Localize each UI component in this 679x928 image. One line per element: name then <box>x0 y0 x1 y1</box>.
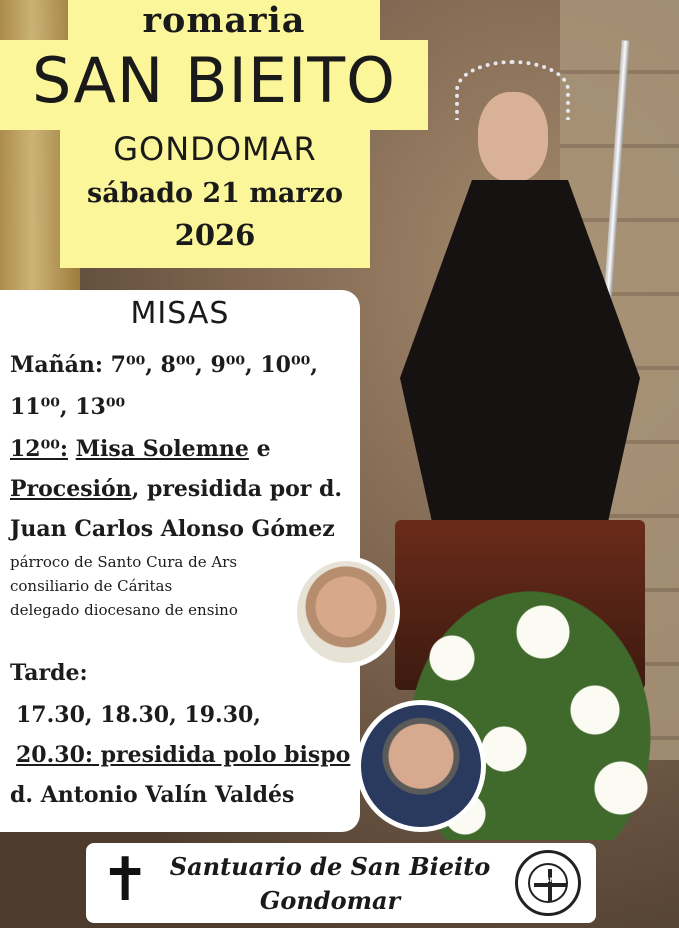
footer-town: Gondomar <box>259 886 401 915</box>
morning-line <box>10 352 318 378</box>
solemn-time: 12⁰⁰: <box>10 436 69 462</box>
morning-times-2: 11⁰⁰, 13⁰⁰ <box>10 394 126 420</box>
portrait-priest-icon <box>292 556 400 668</box>
priest-role-1: párroco de Santo Cura de Ars <box>10 553 238 571</box>
portrait-bishop-icon <box>356 700 486 832</box>
footer-sanctuary: Santuario de San Bieito <box>169 852 491 881</box>
title-saint: SAN BIEITO <box>32 44 396 117</box>
priest-role-3: delegado diocesano de ensino <box>10 601 238 619</box>
afternoon-label: Tarde: <box>10 660 88 686</box>
priest-role-2: consiliario de Cáritas <box>10 577 173 595</box>
medal-text: NDSMD <box>535 877 561 884</box>
title-place: GONDOMAR <box>113 130 317 168</box>
medal-cross-post <box>548 869 552 901</box>
statue-head <box>478 92 548 182</box>
solemn-line <box>10 436 271 462</box>
cross-icon: ✝ <box>100 845 151 915</box>
morning-times-1: 7⁰⁰, 8⁰⁰, 9⁰⁰, 10⁰⁰, <box>110 352 318 378</box>
morning-label: Mañán: <box>10 352 103 378</box>
title-romaria: romaria <box>142 0 306 41</box>
procession-label: Procesión <box>10 476 132 502</box>
solemn-conj: e <box>256 436 271 462</box>
bishop-line: 20.30: presidida polo bispo <box>16 742 351 768</box>
bishop-name: d. Antonio Valín Valdés <box>10 782 295 808</box>
procession-rest: , presidida por d. <box>131 476 343 502</box>
event-year: 2026 <box>174 218 256 252</box>
afternoon-times: 17.30, 18.30, 19.30, <box>16 702 261 728</box>
saint-benedict-medal-icon <box>515 850 581 916</box>
event-date: sábado 21 marzo <box>87 178 343 209</box>
procession-line <box>10 476 342 502</box>
priest-name: Juan Carlos Alonso Gómez <box>10 516 335 542</box>
solemn-label: Misa Solemne <box>75 436 249 462</box>
masses-heading: MISAS <box>130 296 230 331</box>
